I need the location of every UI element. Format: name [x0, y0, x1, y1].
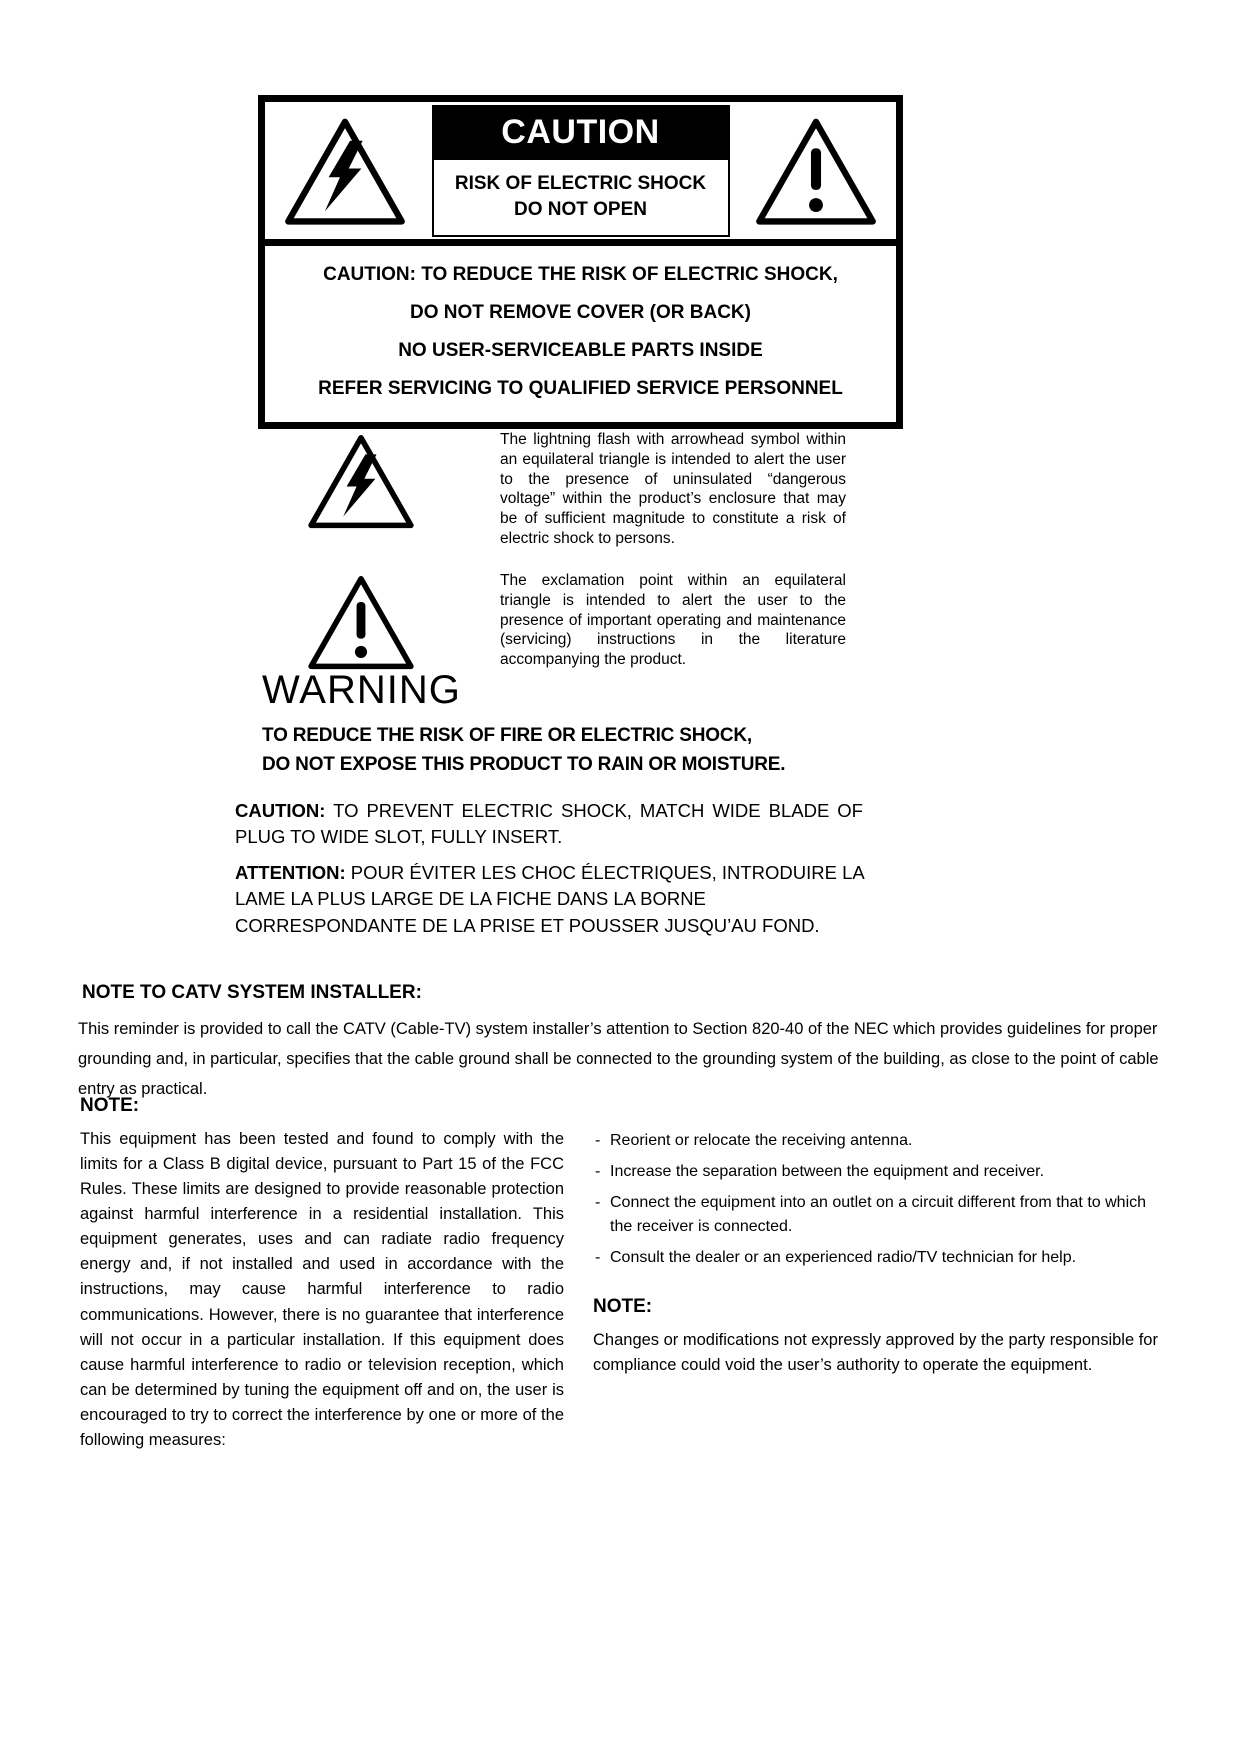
caution-panel-line-3: NO USER-SERVICEABLE PARTS INSIDE — [398, 340, 763, 361]
caution-panel-line-2: DO NOT REMOVE COVER (OR BACK) — [410, 302, 751, 323]
warning-lines — [262, 722, 785, 779]
caution-panel-line-4: REFER SERVICING TO QUALIFIED SERVICE PERSONNEL — [318, 378, 843, 399]
fcc-note-title: NOTE: — [80, 1095, 140, 1116]
risk-lines — [434, 160, 728, 235]
exclamation-explanation-row — [300, 571, 848, 673]
attention-plug-label: ATTENTION: — [235, 862, 346, 883]
caution-label-box — [432, 105, 730, 237]
caution-plug-text: TO PREVENT ELECTRIC SHOCK, MATCH WIDE BLADE OF PLUG TO WIDE SLOT, FULLY INSERT. — [235, 800, 863, 847]
lightning-explanation-text: The lightning flash with arrowhead symbol within an equilateral triangle is intended to alert the user to the presence of uninsulated “dangerous voltage” within the product’s enclosure that may be of sufficient magnitude to constitute a risk of electric shock to persons. — [500, 431, 846, 548]
caution-panel-line-1: CAUTION: TO REDUCE THE RISK OF ELECTRIC SHOCK, — [323, 264, 838, 285]
fcc-section — [80, 1095, 1170, 1453]
caution-plug-note — [235, 798, 863, 850]
risk-line-2: DO NOT OPEN — [513, 198, 647, 220]
exclamation-triangle-icon — [300, 571, 422, 673]
warning-line-2: DO NOT EXPOSE THIS PRODUCT TO RAIN OR MOISTURE. — [262, 753, 786, 775]
caution-label: CAUTION — [434, 107, 728, 160]
catv-installer-note — [78, 982, 1168, 1104]
caution-plug-label: CAUTION: — [235, 800, 326, 821]
exclamation-triangle-icon — [752, 113, 880, 229]
attention-plug-note — [235, 860, 875, 939]
symbol-explanations — [300, 430, 848, 695]
warning-title: WARNING — [262, 668, 461, 712]
list-item: - Reorient or relocate the receiving antenna. — [593, 1129, 1170, 1153]
modifications-note-title: NOTE: — [593, 1296, 653, 1317]
list-item: - Increase the separation between the equipment and receiver. — [593, 1160, 1170, 1184]
attention-plug-text: POUR ÉVITER LES CHOC ÉLECTRIQUES, INTRODUIRE LA LAME LA PLUS LARGE DE LA FICHE DANS LA BORNE CORRESPONDANTE DE LA PRISE ET POUSSER JUSQU’AU FOND. — [235, 862, 864, 936]
risk-line-1: RISK OF ELECTRIC SHOCK — [454, 172, 707, 194]
caution-panel-top — [265, 102, 896, 246]
modifications-note-text: Changes or modifications not expressly approved by the party responsible for compliance could void the user’s authority to operate the equipment. — [593, 1331, 1158, 1375]
warning-section — [262, 668, 785, 779]
catv-note-title: NOTE TO CATV SYSTEM INSTALLER: — [82, 982, 422, 1003]
fcc-right-column — [593, 1095, 1170, 1453]
fcc-note-text: This equipment has been tested and found to comply with the limits for a Class B digital device, pursuant to Part 15 of the FCC Rules. These limits are designed to provide reasonable protection against harmful interference in a residential installation. This equipment generates, uses and can radiate radio frequency energy and, if not installed and used in accordance with the instructions, may cause harmful interference to radio communications. However, there is no guarantee that interference will not occur in a particular installation. If this equipment does cause harmful interference to radio or television reception, which can be determined by tuning the equipment off and on, the user is encouraged to try to correct the interference by one or more of the following measures: — [80, 1130, 564, 1449]
warning-line-1: TO REDUCE THE RISK OF FIRE OR ELECTRIC SHOCK, — [262, 725, 752, 746]
exclamation-explanation-text: The exclamation point within an equilateral triangle is intended to alert the user to the presence of important operating and maintenance (servicing) instructions in the literature accompanying the product. — [500, 571, 846, 669]
lightning-explanation-row — [300, 430, 848, 549]
interference-measures-list — [593, 1129, 1170, 1270]
caution-panel-text — [265, 246, 896, 422]
catv-note-text: This reminder is provided to call the CATV (Cable-TV) system installer’s attention to Section 820-40 of the NEC which provides guidelines for proper grounding and, in particular, specifies that the cable ground shall be connected to the grounding system of the building, as close to the point of cable entry as practical. — [78, 1020, 1159, 1099]
lightning-triangle-icon — [300, 430, 422, 532]
list-item: - Connect the equipment into an outlet on a circuit different from that to which the receiver is connected. — [593, 1191, 1170, 1239]
list-item: - Consult the dealer or an experienced radio/TV technician for help. — [593, 1246, 1170, 1270]
lightning-triangle-icon — [281, 113, 409, 229]
fcc-left-column — [80, 1095, 564, 1453]
caution-panel — [258, 95, 903, 429]
